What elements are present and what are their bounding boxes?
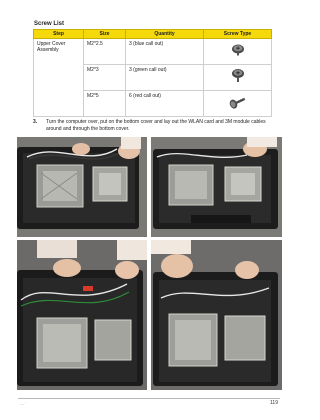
screw-type-cell xyxy=(204,39,272,65)
size-cell: M2*2.5 xyxy=(84,39,126,65)
photo-bottom-cover-1 xyxy=(17,137,147,237)
size-cell: M2*5 xyxy=(84,91,126,117)
step-instruction: Turn the computer over, put on the bottom cover and lay out the WLAN card and 3M module cables around and through the bottom cover. xyxy=(46,119,266,132)
screw-list-table xyxy=(33,29,272,117)
table-row xyxy=(34,39,272,65)
footer-divider xyxy=(18,398,280,399)
footer-mark: — ’ xyxy=(20,401,26,406)
header-screw-type: Screw Type xyxy=(204,30,272,39)
photo-illustration xyxy=(151,137,282,237)
screw-icon xyxy=(227,94,249,111)
header-size: Size xyxy=(84,30,126,39)
screw-icon xyxy=(228,43,248,58)
photo-illustration xyxy=(17,137,147,237)
table-header-row xyxy=(34,30,272,39)
header-quantity: Quantity xyxy=(126,30,204,39)
photo-cable-routing-2 xyxy=(151,240,282,390)
photo-illustration xyxy=(151,240,282,390)
photo-bottom-cover-2 xyxy=(151,137,282,237)
quantity-cell: 3 (green call out) xyxy=(126,65,204,91)
screw-type-cell xyxy=(204,91,272,117)
photo-illustration xyxy=(17,240,147,390)
quantity-cell: 3 (blue call out) xyxy=(126,39,204,65)
photo-cable-routing-1 xyxy=(17,240,147,390)
header-step: Step xyxy=(34,30,84,39)
step-number: 3. xyxy=(33,119,38,125)
screw-list-heading: Screw List xyxy=(34,21,65,27)
page-number: 119 xyxy=(270,400,278,406)
size-cell: M2*3 xyxy=(84,65,126,91)
quantity-cell: 6 (red call out) xyxy=(126,91,204,117)
step-cell: Upper Cover Assembly xyxy=(34,39,84,117)
screw-type-cell xyxy=(204,65,272,91)
screw-icon xyxy=(228,68,248,85)
